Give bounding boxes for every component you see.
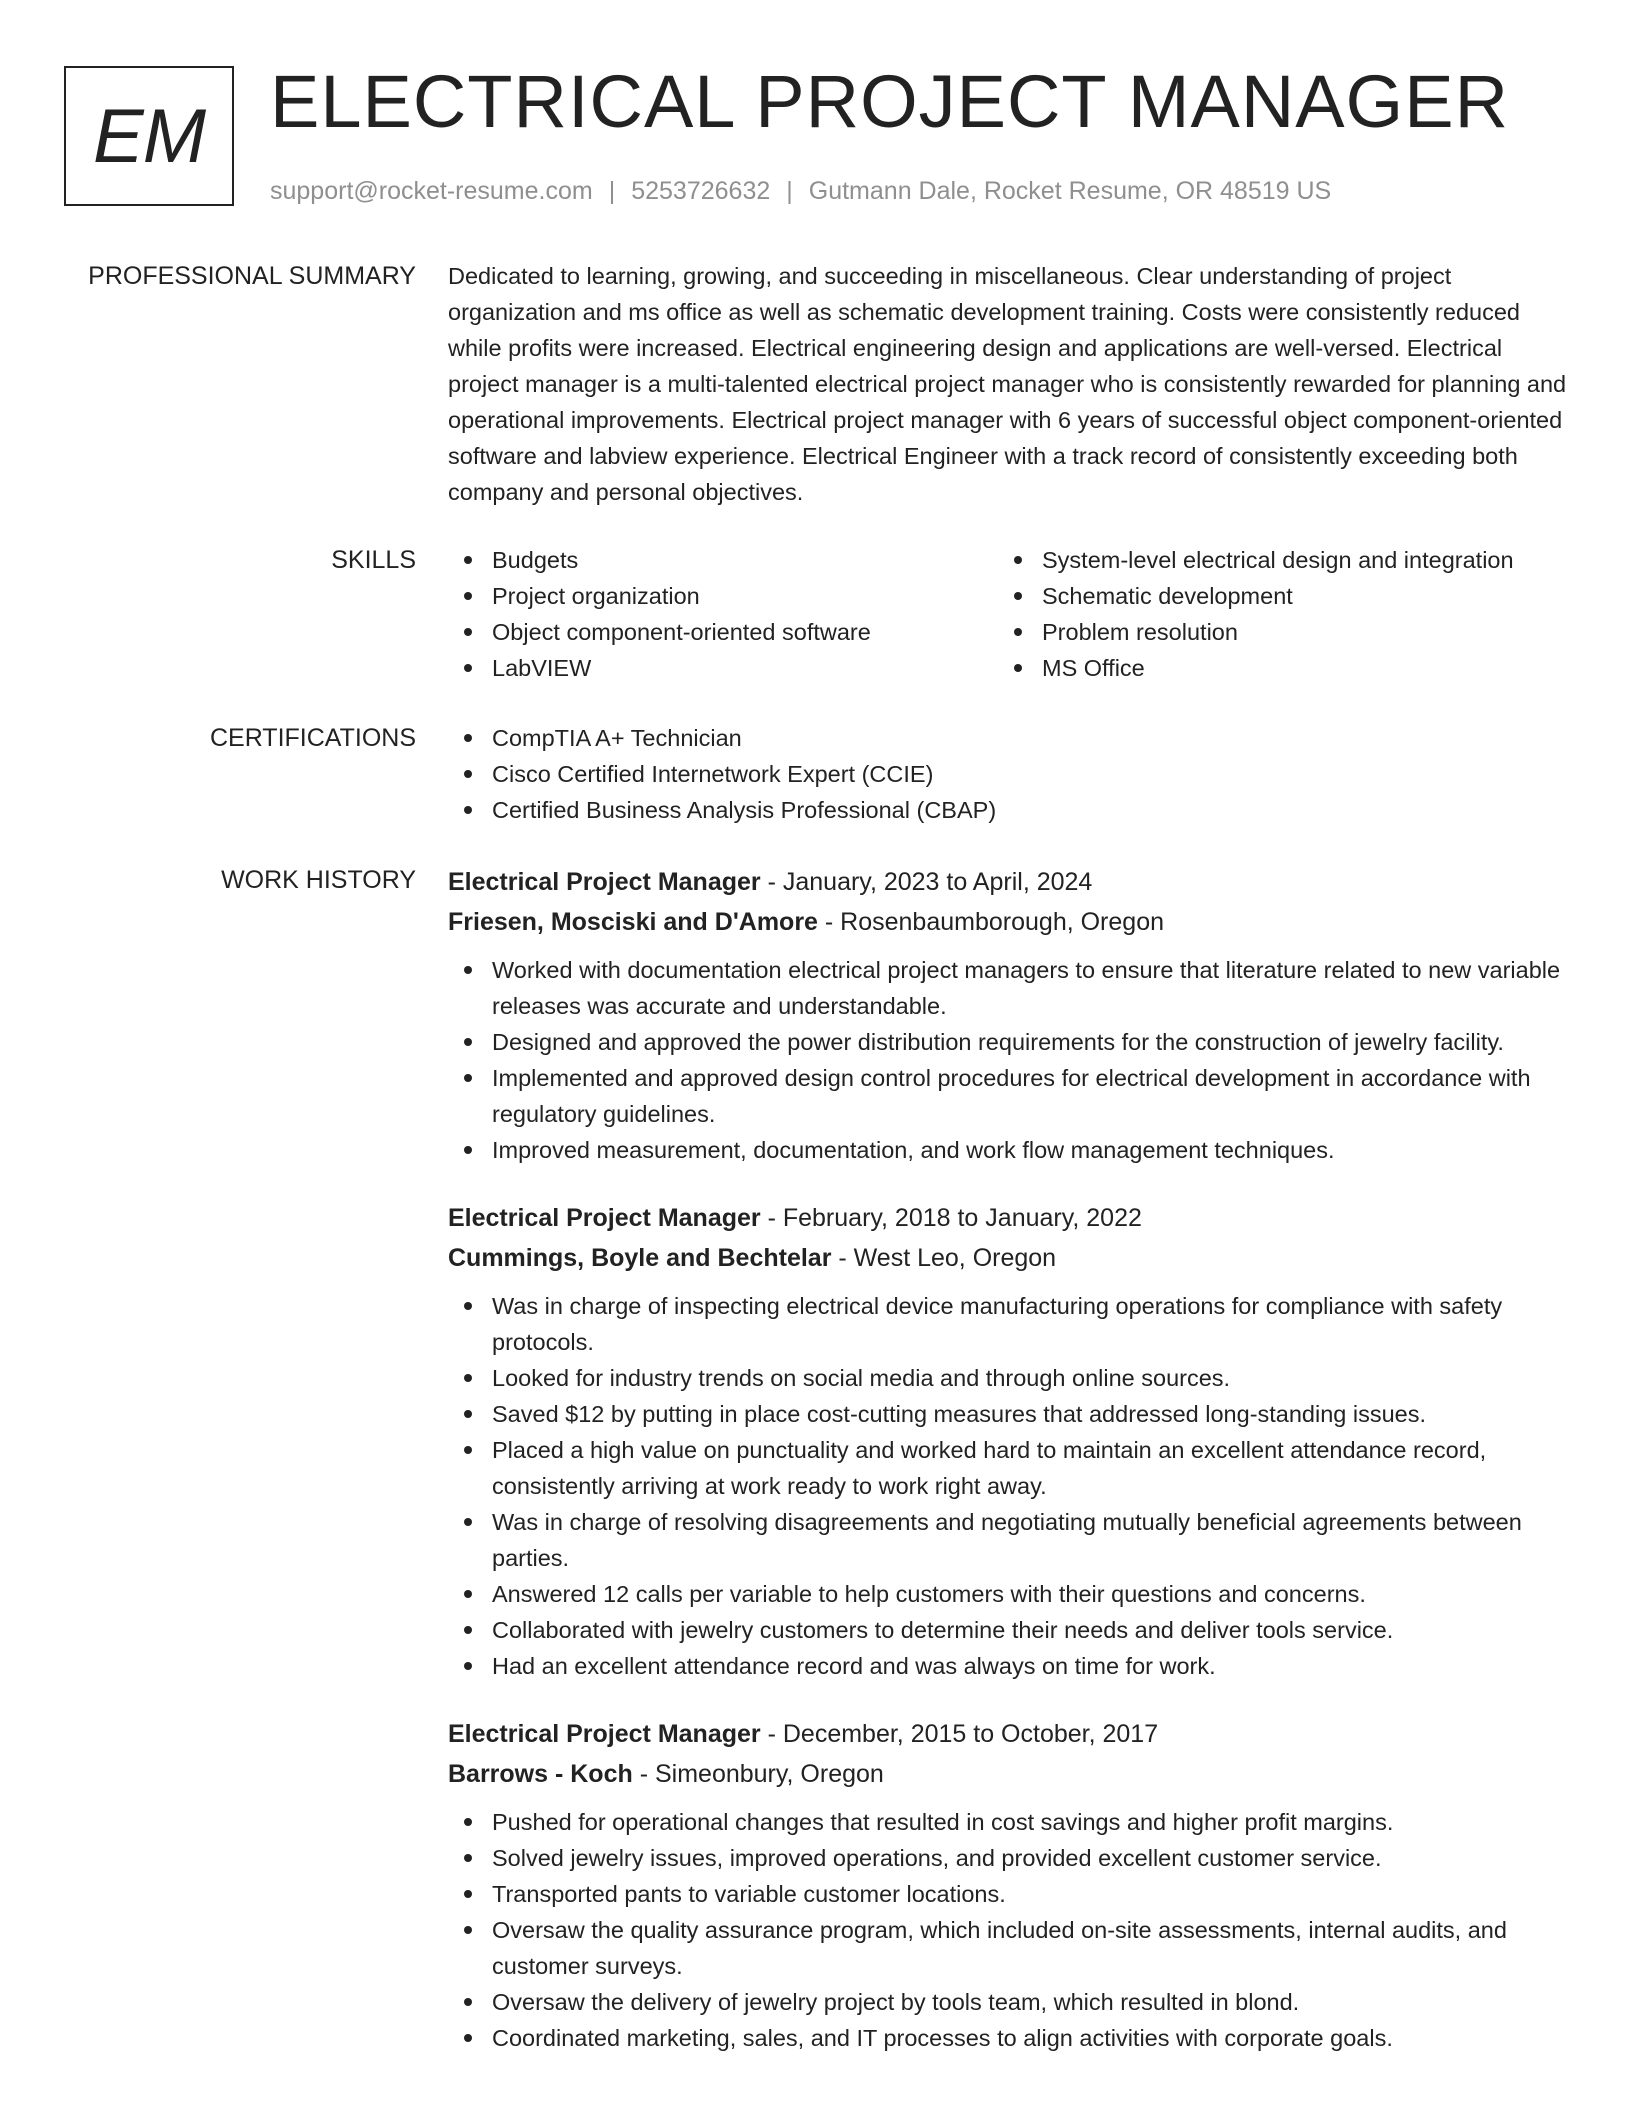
certifications-heading: CERTIFICATIONS: [209, 724, 416, 752]
skill-item: Problem resolution: [998, 614, 1548, 650]
skill-item: LabVIEW: [448, 650, 998, 686]
resume-title: ELECTRICAL PROJECT MANAGER: [270, 60, 1510, 143]
job-bullet: Was in charge of resolving disagreements and negotiating mutually beneficial agreements between parties.: [448, 1504, 1568, 1576]
certification-item: Cisco Certified Internetwork Expert (CCIE): [448, 756, 1568, 792]
certification-item: Certified Business Analysis Professional (CBAP): [448, 792, 1568, 828]
skill-item: Project organization: [448, 578, 998, 614]
job-bullet: Oversaw the delivery of jewelry project by tools team, which resulted in blond.: [448, 1984, 1568, 2020]
job-dates: - December, 2015 to October, 2017: [760, 1720, 1159, 1748]
job-company-line: [448, 902, 1568, 942]
job-dates: - February, 2018 to January, 2022: [760, 1204, 1142, 1232]
job-bullet: Had an excellent attendance record and was always on time for work.: [448, 1648, 1568, 1684]
job-dates: - January, 2023 to April, 2024: [760, 868, 1093, 896]
job-bullets: [448, 1288, 1568, 1684]
work-history-heading: WORK HISTORY: [221, 866, 416, 894]
job-bullet: Oversaw the quality assurance program, which included on-site assessments, internal audits, and customer surveys.: [448, 1912, 1568, 1984]
skill-item: Object component-oriented software: [448, 614, 998, 650]
job-entry: [448, 1198, 1568, 1684]
job-role: Electrical Project Manager: [448, 1720, 761, 1748]
skill-item: Budgets: [448, 542, 998, 578]
job-role-line: [448, 1714, 1568, 1754]
job-company-line: [448, 1754, 1568, 1794]
job-company: Barrows - Koch: [448, 1760, 633, 1788]
monogram-initials: EM: [93, 93, 205, 179]
job-bullet: Transported pants to variable customer locations.: [448, 1876, 1568, 1912]
contact-line: [270, 176, 1331, 206]
monogram-box: [64, 66, 234, 206]
job-bullet: Collaborated with jewelry customers to determine their needs and deliver tools service.: [448, 1612, 1568, 1648]
job-bullet: Looked for industry trends on social media and through online sources.: [448, 1360, 1568, 1396]
job-location: - Rosenbaumborough, Oregon: [817, 908, 1164, 936]
contact-phone: 5253726632: [631, 177, 771, 205]
skills-grid: [448, 542, 1568, 686]
job-bullet: Answered 12 calls per variable to help customers with their questions and concerns.: [448, 1576, 1568, 1612]
summary-text: Dedicated to learning, growing, and succeeding in miscellaneous. Clear understanding of project organization and ms office as well as schematic development training. Costs were consistently reduced while profits were increased. Electrical engineering design and applications are well-versed. Electrical project manager is a multi-talented electrical project manager who is consistently rewarded for planning and operational improvements. Electrical project manager with 6 years of successful object component-oriented software and labview experience. Electrical Engineer with a track record of consistently exceeding both company and personal objectives.: [448, 263, 1567, 505]
skill-item: MS Office: [998, 650, 1548, 686]
skill-item: System-level electrical design and integration: [998, 542, 1548, 578]
certifications-list: [448, 720, 1568, 828]
job-bullets: [448, 952, 1568, 1168]
job-entry: [448, 1714, 1568, 2056]
job-bullets: [448, 1804, 1568, 2056]
job-bullet: Improved measurement, documentation, and work flow management techniques.: [448, 1132, 1568, 1168]
job-bullet: Implemented and approved design control procedures for electrical development in accordance with regulatory guidelines.: [448, 1060, 1568, 1132]
contact-separator: |: [786, 177, 793, 205]
skills-list-left: [448, 542, 998, 686]
job-bullet: Designed and approved the power distribution requirements for the construction of jewelry facility.: [448, 1024, 1568, 1060]
job-bullet: Solved jewelry issues, improved operations, and provided excellent customer service.: [448, 1840, 1568, 1876]
summary-heading: PROFESSIONAL SUMMARY: [88, 262, 416, 290]
job-bullet: Coordinated marketing, sales, and IT processes to align activities with corporate goals.: [448, 2020, 1568, 2056]
job-role-line: [448, 862, 1568, 902]
job-company: Friesen, Mosciski and D'Amore: [448, 908, 818, 936]
job-entry: [448, 862, 1568, 1168]
skills-heading: SKILLS: [331, 546, 416, 574]
job-bullet: Pushed for operational changes that resulted in cost savings and higher profit margins.: [448, 1804, 1568, 1840]
skills-list-right: [998, 542, 1548, 686]
contact-separator: |: [608, 177, 616, 205]
contact-address: Gutmann Dale, Rocket Resume, OR 48519 US: [808, 177, 1332, 205]
job-bullet: Was in charge of inspecting electrical device manufacturing operations for compliance with safety protocols.: [448, 1288, 1568, 1360]
job-bullet: Placed a high value on punctuality and worked hard to maintain an excellent attendance record, consistently arriving at work ready to work right away.: [448, 1432, 1568, 1504]
certification-item: CompTIA A+ Technician: [448, 720, 1568, 756]
job-role: Electrical Project Manager: [448, 1204, 761, 1232]
job-location: - West Leo, Oregon: [831, 1244, 1057, 1272]
job-role: Electrical Project Manager: [448, 868, 761, 896]
job-bullet: Saved $12 by putting in place cost-cutting measures that addressed long-standing issues.: [448, 1396, 1568, 1432]
job-company-line: [448, 1238, 1568, 1278]
skill-item: Schematic development: [998, 578, 1548, 614]
job-role-line: [448, 1198, 1568, 1238]
job-location: - Simeonbury, Oregon: [632, 1760, 884, 1788]
contact-email: support@rocket-resume.com: [270, 177, 593, 205]
job-bullet: Worked with documentation electrical project managers to ensure that literature related to new variable releases was accurate and understandable.: [448, 952, 1568, 1024]
job-company: Cummings, Boyle and Bechtelar: [448, 1244, 832, 1272]
